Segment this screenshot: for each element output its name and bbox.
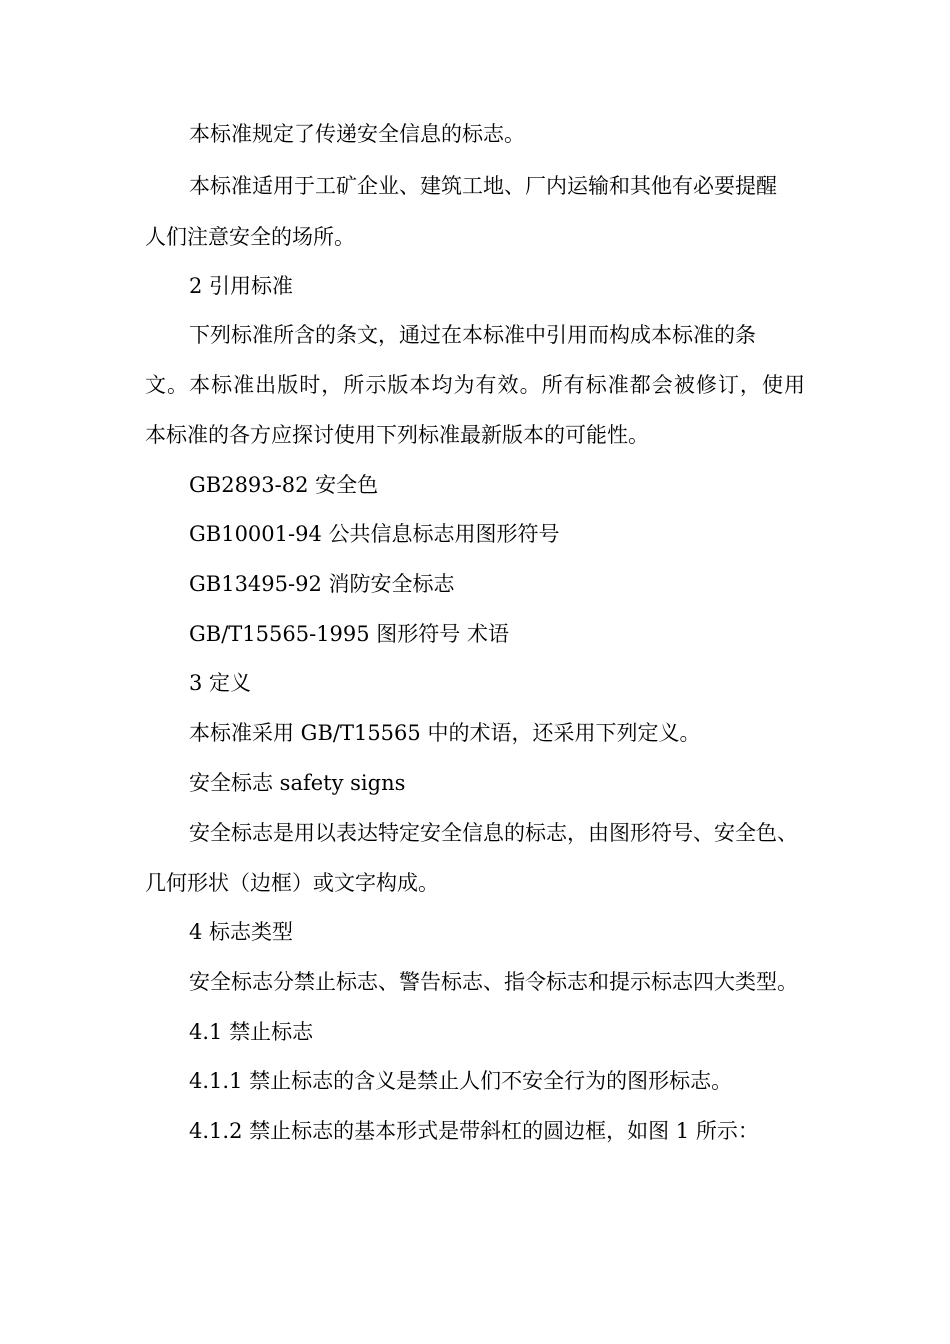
paragraph-sign-types: 安全标志分禁止标志、警告标志、指令标志和提示标志四大类型。 <box>189 970 798 994</box>
reference-standard-gb10001: GB10001-94 公共信息标志用图形符号 <box>189 522 560 546</box>
reference-standard-gbt15565: GB/T15565-1995 图形符号 术语 <box>189 622 509 646</box>
paragraph-references-line-3: 本标准的各方应探讨使用下列标准最新版本的可能性。 <box>145 423 649 447</box>
clause-4-1-1: 4.1.1 禁止标志的含义是禁止人们不安全行为的图形标志。 <box>189 1069 733 1093</box>
reference-standard-gb2893: GB2893-82 安全色 <box>189 473 379 497</box>
paragraph-safety-signs-definition-line-1: 安全标志是用以表达特定安全信息的标志，由图形符号、安全色、 <box>189 821 798 845</box>
paragraph-safety-signs-definition-line-2: 几何形状（边框）或文字构成。 <box>145 871 439 895</box>
paragraph-scope-line-1: 本标准规定了传递安全信息的标志。 <box>189 122 525 146</box>
paragraph-applicability-line-2: 人们注意安全的场所。 <box>145 225 355 249</box>
term-safety-signs: 安全标志 safety signs <box>189 771 406 795</box>
paragraph-applicability-line-1: 本标准适用于工矿企业、建筑工地、厂内运输和其他有必要提醒 <box>189 174 777 198</box>
subsection-heading-prohibition-signs: 4.1 禁止标志 <box>189 1020 314 1044</box>
section-heading-definitions: 3 定义 <box>189 671 252 695</box>
paragraph-references-line-1: 下列标准所含的条文，通过在本标准中引用而构成本标准的条 <box>189 323 756 347</box>
reference-standard-gb13495: GB13495-92 消防安全标志 <box>189 572 455 596</box>
clause-4-1-2: 4.1.2 禁止标志的基本形式是带斜杠的圆边框，如图 1 所示： <box>189 1119 759 1143</box>
section-heading-references: 2 引用标准 <box>189 274 294 298</box>
paragraph-definitions-intro: 本标准采用 GB/T15565 中的术语，还采用下列定义。 <box>189 721 701 745</box>
paragraph-references-line-2: 文。本标准出版时，所示版本均为有效。所有标准都会被修订，使用 <box>145 373 805 397</box>
section-heading-sign-types: 4 标志类型 <box>189 920 294 944</box>
